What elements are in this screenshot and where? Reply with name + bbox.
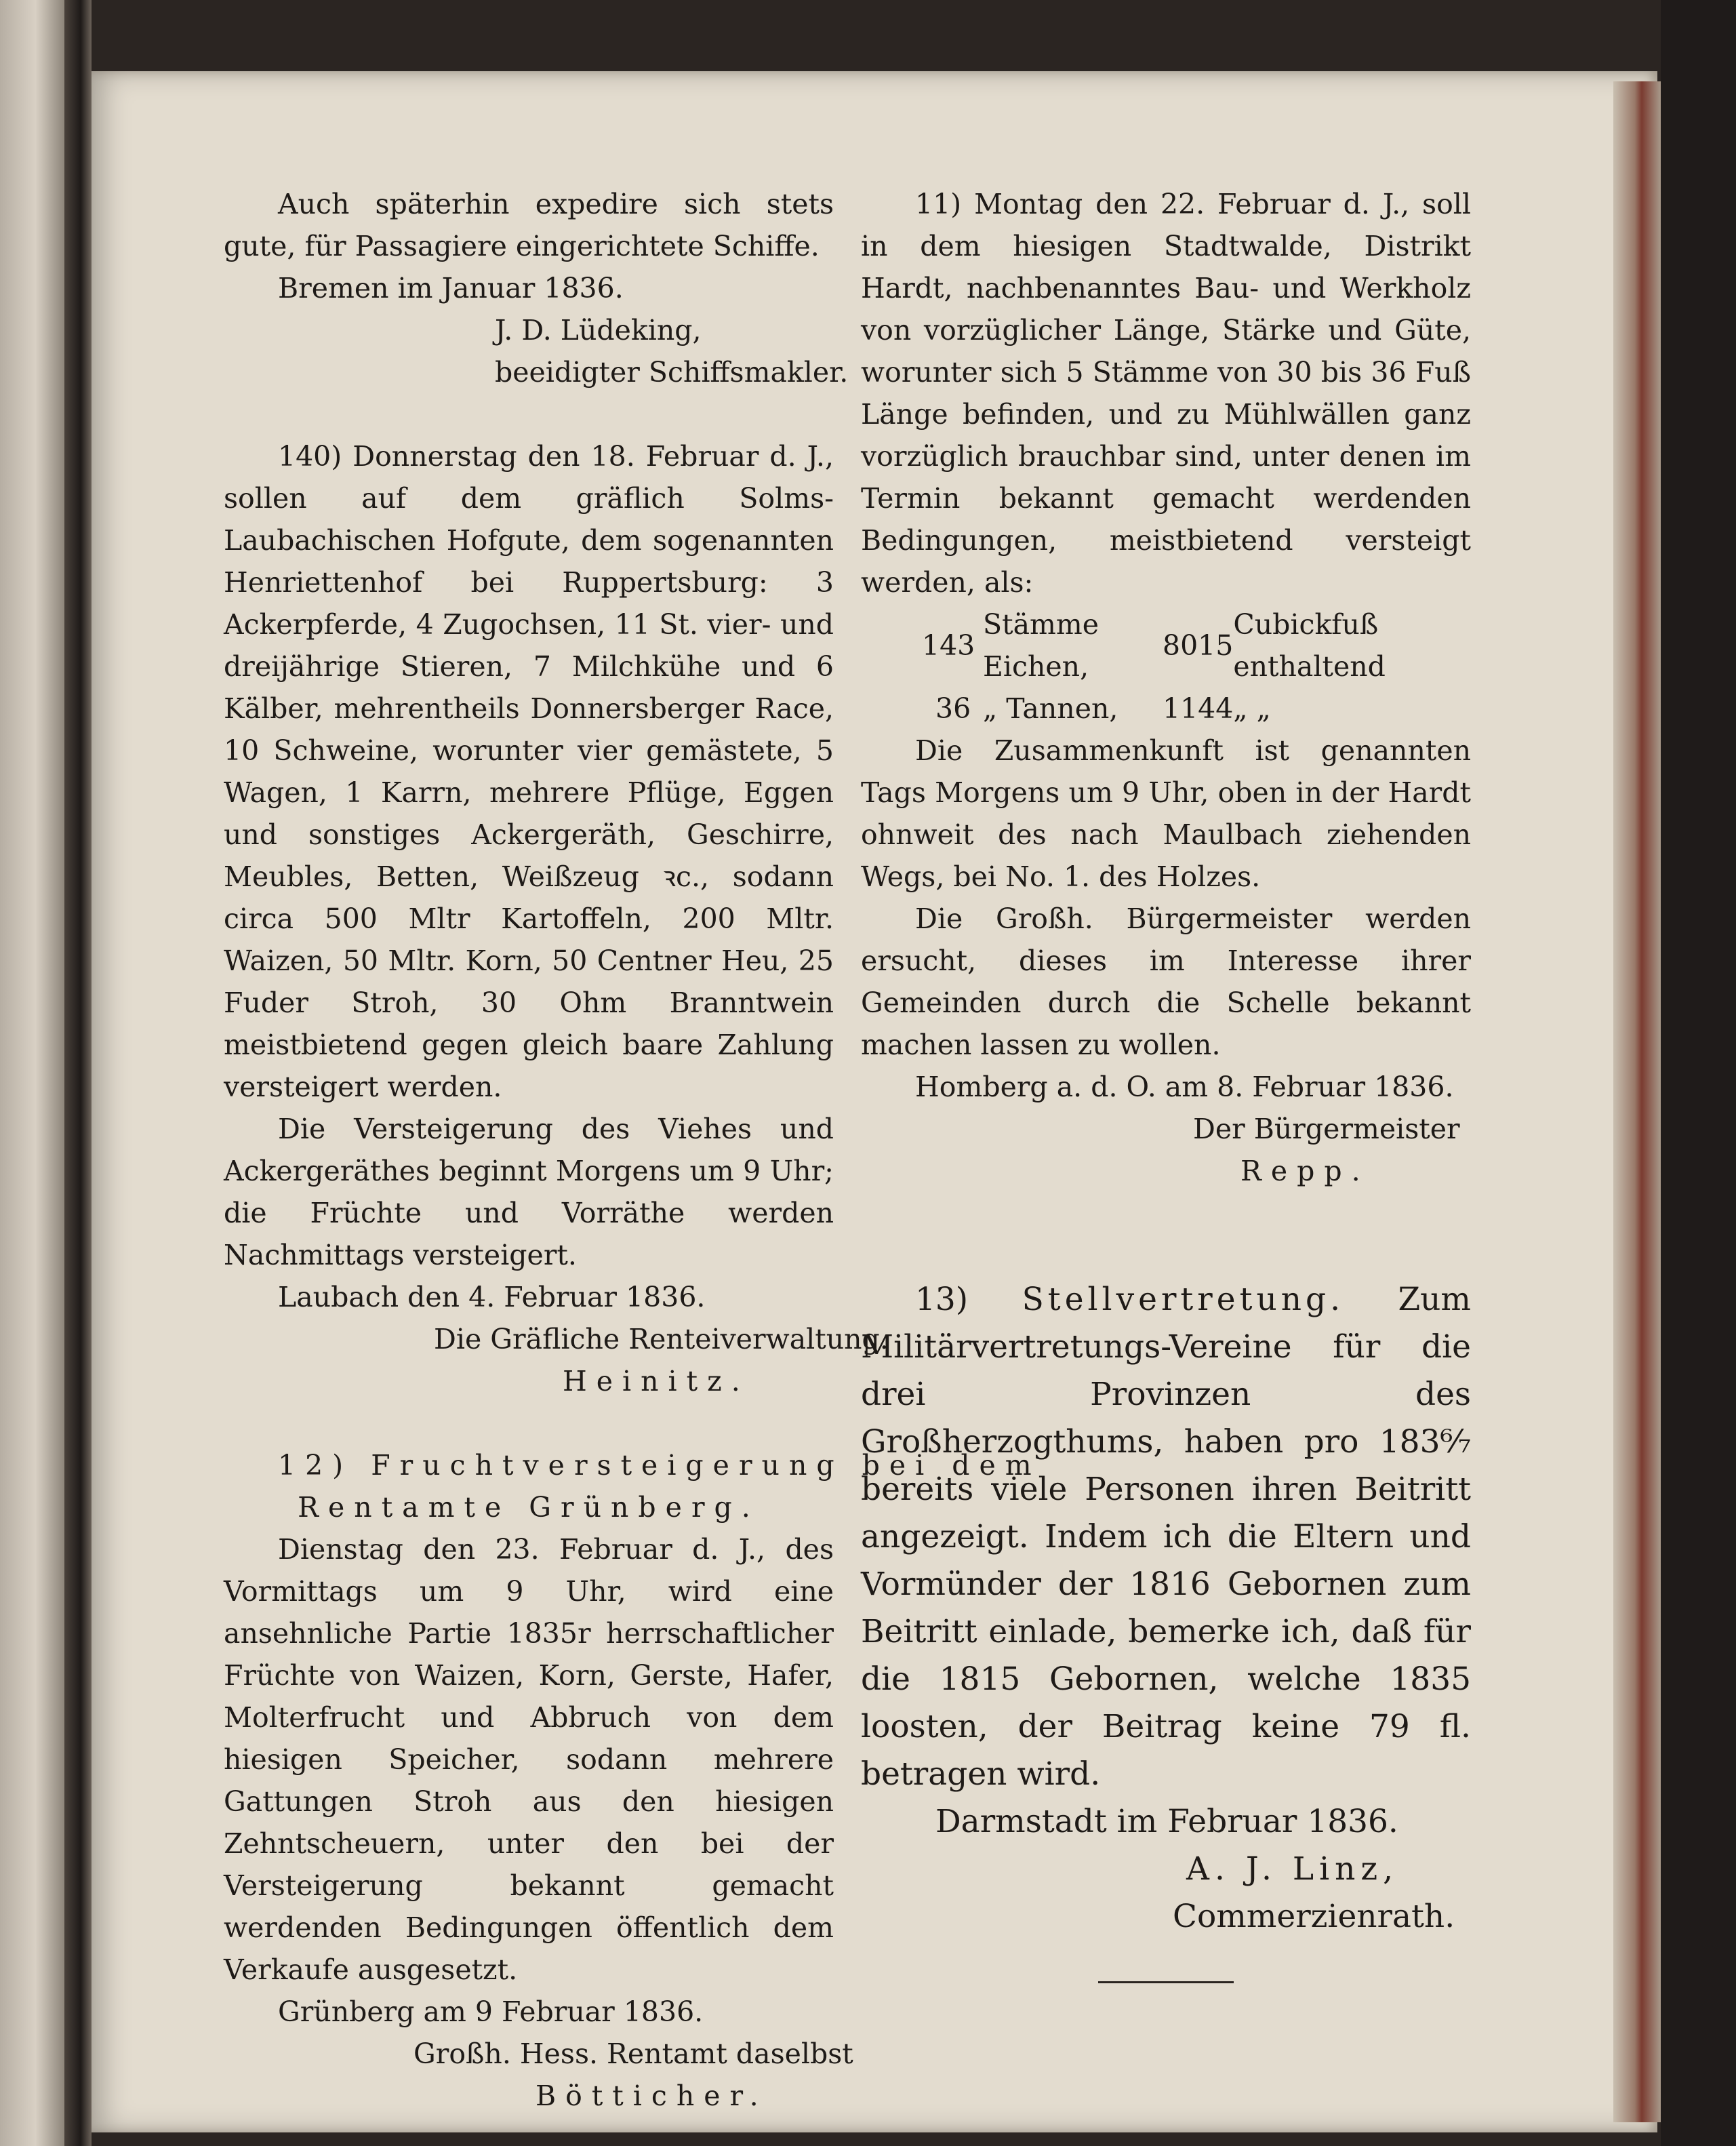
notice-12-heading1: Fruchtversteigerung bei dem bbox=[371, 1449, 1041, 1482]
notice-12-number: 12) bbox=[278, 1449, 353, 1482]
notice-12-body: Dienstag den 23. Februar d. J., des Vormittags um 9 Uhr, wird eine ansehnliche Partie 1835r herrschaftlicher Früchte von Waizen, Korn, Gerste, Hafer, Molterfrucht und Abbruch von dem hiesigen Speicher, sodann mehrere Gattungen Stroh aus den hiesigen Zehntscheuern, unter den bei der Versteigerung bekannt gemacht werdenden Bedingungen öffentlich dem Verkaufe ausgesetzt. bbox=[224, 1533, 834, 1986]
notice-140-place-date: Laubach den 4. Februar 1836. bbox=[278, 1281, 706, 1313]
notice-140-body: Donnerstag den 18. Februar d. J., sollen auf dem gräflich Solms-Laubachischen Hofgute, dem sogenannten Henriettenhof bei Ruppertsburg: 3 Ackerpferde, 4 Zugochsen, 11 St. vier- und dreijährige Stieren, 7 Milchkühe und 6 Kälber, mehrentheils Donnersberger Race, 10 Schweine, worunter vier gemästete, 5 Wagen, 1 Karrn, mehrere Pflüge, Eggen und sonstiges Ackergeräth, Geschirre, Meubles, Betten, Weißzeug ꝛc., sodann circa 500 Mltr Kartoffeln, 200 Mltr. Waizen, 50 Mltr. Korn, 50 Centner Heu, 25 Fuder Stroh, 30 Ohm Branntwein meistbietend gegen gleich baare Zahlung versteigert werden. bbox=[224, 440, 834, 1103]
notice-12-signer: Großh. Hess. Rentamt daselbst bbox=[413, 2038, 853, 2070]
notice-13-body: Zum Militärvertretungs-Vereine für die drei Provinzen des Großherzogthums, haben pro 183⁶⁄₇ bereits viele Personen ihren Beitritt angezeigt. Indem ich die Eltern und Vormünder der 1816 Gebornen zum Beitritt einlade, bemerke ich, daß für die 1815 Gebornen, welche 1835 loosten, der Beitrag keine 79 fl. betragen wird. bbox=[861, 1281, 1471, 1793]
notice-13-title: Stellvertretung. bbox=[1022, 1281, 1345, 1318]
closing-rule bbox=[1098, 1981, 1234, 1983]
notice-13-signer-title: Commerzienrath. bbox=[1173, 1898, 1455, 1935]
notice-140-signer-name: Heinitz. bbox=[563, 1365, 750, 1397]
continuation-signer-title: beeidigter Schiffsmakler. bbox=[495, 356, 849, 389]
notice-13 bbox=[861, 1276, 1471, 1798]
notice-11-place-date: Homberg a. d. O. am 8. Februar 1836. bbox=[915, 1071, 1454, 1103]
notice-13-number: 13) bbox=[915, 1281, 969, 1318]
notice-140 bbox=[224, 435, 834, 1108]
notice-13-place-date: Darmstadt im Februar 1836. bbox=[935, 1803, 1398, 1840]
notice-13-signer: A. J. Linz, bbox=[1186, 1850, 1399, 1888]
table-cell-unit: „ „ bbox=[1233, 692, 1271, 725]
notice-12-signer-name: Bötticher. bbox=[536, 2080, 768, 2112]
notice-12-place-date: Grünberg am 9 Februar 1836. bbox=[278, 1995, 704, 2028]
table-row bbox=[861, 688, 1471, 730]
table-cell-amount: 8015 bbox=[1163, 629, 1234, 662]
notice-11-signer: Der Bürgermeister bbox=[1193, 1113, 1460, 1145]
table-cell-kind: Stämme Eichen, bbox=[983, 608, 1099, 683]
table-cell-count: 143 bbox=[922, 629, 975, 662]
notice-11 bbox=[861, 183, 1471, 603]
table-cell-kind: „ Tannen, bbox=[983, 692, 1118, 725]
continuation-place-date: Bremen im Januar 1836. bbox=[278, 272, 624, 304]
notice-140-number: 140) bbox=[278, 440, 342, 473]
notice-11-number: 11) bbox=[915, 188, 962, 220]
table-cell-amount: 1144 bbox=[1163, 692, 1234, 725]
page-stack-edge bbox=[1613, 81, 1661, 2122]
table-cell-count: 36 bbox=[935, 692, 971, 725]
notice-11-body3: Die Großh. Bürgermeister werden ersucht, dieses im Interesse ihrer Gemeinden durch die Schelle bekannt machen lassen zu wollen. bbox=[861, 902, 1471, 1061]
continuation-signer: J. D. Lüdeking, bbox=[495, 314, 702, 346]
left-page-edge bbox=[0, 0, 64, 2146]
notice-12-heading bbox=[224, 1444, 1041, 1486]
continuation-text: Auch späterhin expedire sich stets gute, für Passagiere eingerichtete Schiffe. bbox=[224, 188, 834, 262]
notice-11-signer-name: Repp. bbox=[1240, 1155, 1370, 1187]
notice-11-body: Montag den 22. Februar d. J., soll in dem hiesigen Stadtwalde, Distrikt Hardt, nachbenanntes Bau- und Werkholz von vorzüglicher Länge, Stärke und Güte, worunter sich 5 Stämme von 30 bis 36 Fuß Länge befinden, und zu Mühlwällen ganz vorzüglich brauchbar sind, unter denen im Termin bekannt gemacht werdenden Bedingungen, meistbietend versteigt werden, als: bbox=[861, 188, 1471, 599]
notice-140-signer: Die Gräfliche Renteiverwaltung. bbox=[434, 1323, 889, 1355]
book-binding bbox=[1661, 0, 1736, 2146]
notice-11-body2: Die Zusammenkunft ist genannten Tags Morgens um 9 Uhr, oben in der Hardt ohnweit des nach Maulbach ziehenden Wegs, bei No. 1. des Holzes. bbox=[861, 734, 1471, 893]
notice-12-heading2: Rentamte Grünberg. bbox=[298, 1491, 760, 1524]
right-column bbox=[861, 183, 1471, 1983]
book-gutter bbox=[64, 0, 92, 2146]
timber-table bbox=[861, 603, 1471, 730]
table-row bbox=[861, 603, 1471, 688]
table-cell-unit: Cubickfuß enthaltend bbox=[1233, 608, 1386, 683]
notice-140-body2: Die Versteigerung des Viehes und Ackergeräthes beginnt Morgens um 9 Uhr; die Früchte und Vorräthe werden Nachmittags versteigert. bbox=[224, 1113, 834, 1271]
